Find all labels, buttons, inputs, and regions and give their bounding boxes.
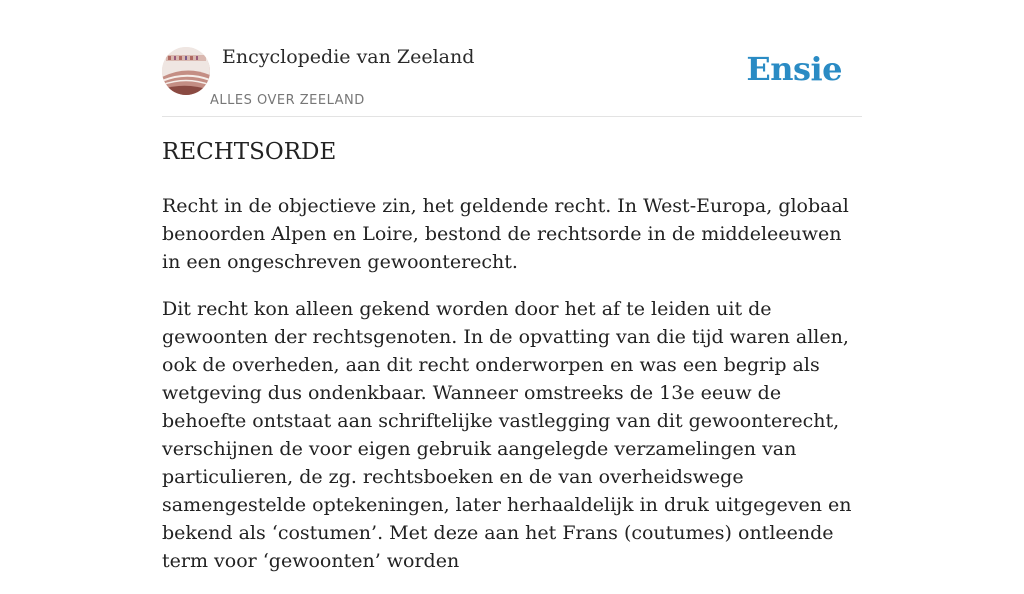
article-title: RECHTSORDE	[162, 139, 337, 165]
book-pages-icon	[162, 47, 210, 95]
article-body	[162, 192, 862, 594]
avatar[interactable]	[162, 47, 210, 95]
page	[162, 0, 862, 572]
brand-logo[interactable]: Ensie	[746, 50, 842, 88]
site-tagline: ALLES OVER ZEELAND	[210, 93, 365, 108]
site-header	[162, 0, 862, 117]
article-paragraph: Recht in de objectieve zin, het geldende recht. In West-Europa, globaal benoorden Alpen en Loire, bestond de rechtsorde in de middeleeuwen in een ongeschreven gewoonterecht.	[162, 195, 849, 273]
article-paragraph: Dit recht kon alleen gekend worden door het af te leiden uit de gewoonten der rechtsgenoten. In de opvatting van die tijd waren allen, ook de overheden, aan dit recht onderworpen en was een begrip als wetgeving dus ondenkbaar. Wanneer omstreeks de 13e eeuw de behoefte ontstaat aan schriftelijke vastlegging van dit gewoonterecht, verschijnen de voor eigen gebruik aangelegde verzamelingen van particulieren, de zg. rechtsboeken en de van overheidswege samengestelde optekeningen, later herhaaldelijk in druk uitgegeven en bekend als ‘costumen’. Met deze aan het Frans (coutumes) ontleende term voor ‘gewoonten’ worden	[162, 298, 852, 572]
site-title[interactable]: Encyclopedie van Zeeland	[222, 46, 475, 68]
